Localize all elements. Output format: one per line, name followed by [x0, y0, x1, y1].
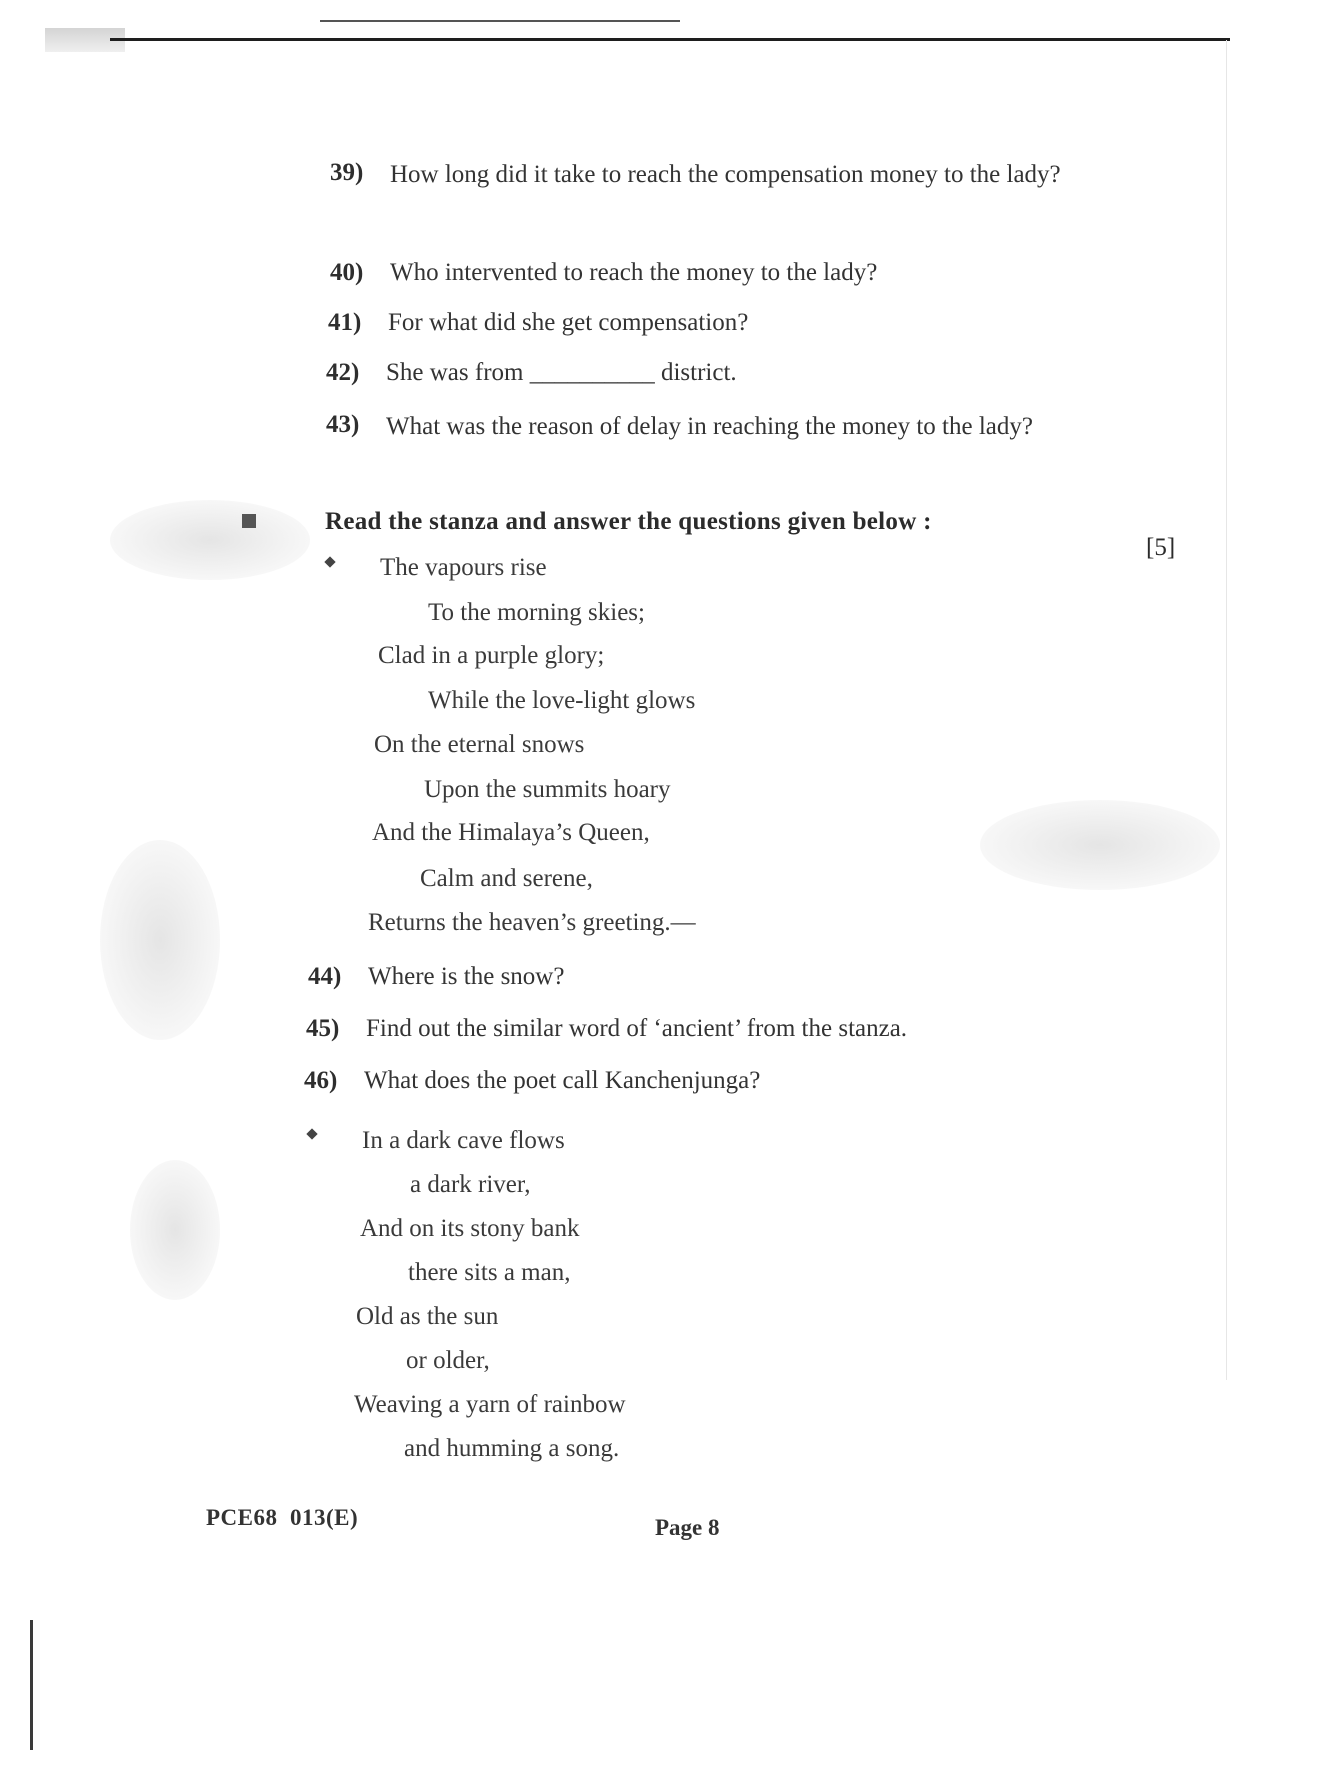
paper-code: PCE68 013(E) — [206, 1505, 359, 1530]
stanza-line: In a dark cave flows — [362, 1127, 565, 1154]
question-text: What does the poet call Kanchenjunga? — [364, 1067, 761, 1094]
question-number: 40) — [330, 259, 364, 286]
stanza-line: there sits a man, — [408, 1259, 571, 1286]
question-number: 39) — [330, 159, 364, 186]
question-text: Who intervented to reach the money to the lady? — [390, 259, 878, 286]
stanza-line: On the eternal snows — [374, 731, 585, 758]
stanza-line: To the morning skies; — [428, 599, 645, 626]
section-bullet-icon — [242, 514, 256, 528]
question-number: 43) — [326, 411, 360, 438]
stanza-line: Weaving a yarn of rainbow — [354, 1391, 626, 1418]
stanza-line: While the love-light glows — [428, 687, 696, 714]
question-number: 42) — [326, 359, 360, 386]
stanza-line: And the Himalaya’s Queen, — [372, 819, 650, 846]
section-heading: Read the stanza and answer the questions given below : — [325, 508, 932, 535]
stanza-line: and humming a song. — [404, 1435, 620, 1462]
stanza-line: And on its stony bank — [360, 1215, 580, 1242]
question-text: She was from __________ district. — [386, 359, 737, 386]
question-text: Find out the similar word of ‘ancient’ from the stanza. — [366, 1015, 908, 1042]
question-text: For what did she get compensation? — [388, 309, 749, 336]
diamond-bullet-icon — [324, 556, 335, 567]
stanza-line: Old as the sun — [356, 1303, 499, 1330]
marks-label: [5] — [1146, 534, 1176, 561]
question-number: 45) — [306, 1015, 340, 1042]
stanza-line: Upon the summits hoary — [424, 776, 671, 803]
question-text: How long did it take to reach the compensation money to the lady? — [390, 161, 1061, 188]
question-number: 46) — [304, 1067, 338, 1094]
stanza-line: or older, — [406, 1347, 490, 1374]
stanza-line: Calm and serene, — [420, 865, 593, 892]
stanza-line: Clad in a purple glory; — [378, 642, 605, 669]
page-number: Page 8 — [655, 1515, 720, 1540]
diamond-bullet-icon — [306, 1128, 317, 1139]
question-text: Where is the snow? — [368, 963, 565, 990]
stanza-line: a dark river, — [410, 1171, 531, 1198]
stanza-line: Returns the heaven’s greeting.— — [368, 909, 696, 936]
stanza-line: The vapours rise — [380, 554, 547, 581]
question-number: 44) — [308, 963, 342, 990]
question-number: 41) — [328, 309, 362, 336]
question-text: What was the reason of delay in reaching the money to the lady? — [386, 413, 1033, 440]
